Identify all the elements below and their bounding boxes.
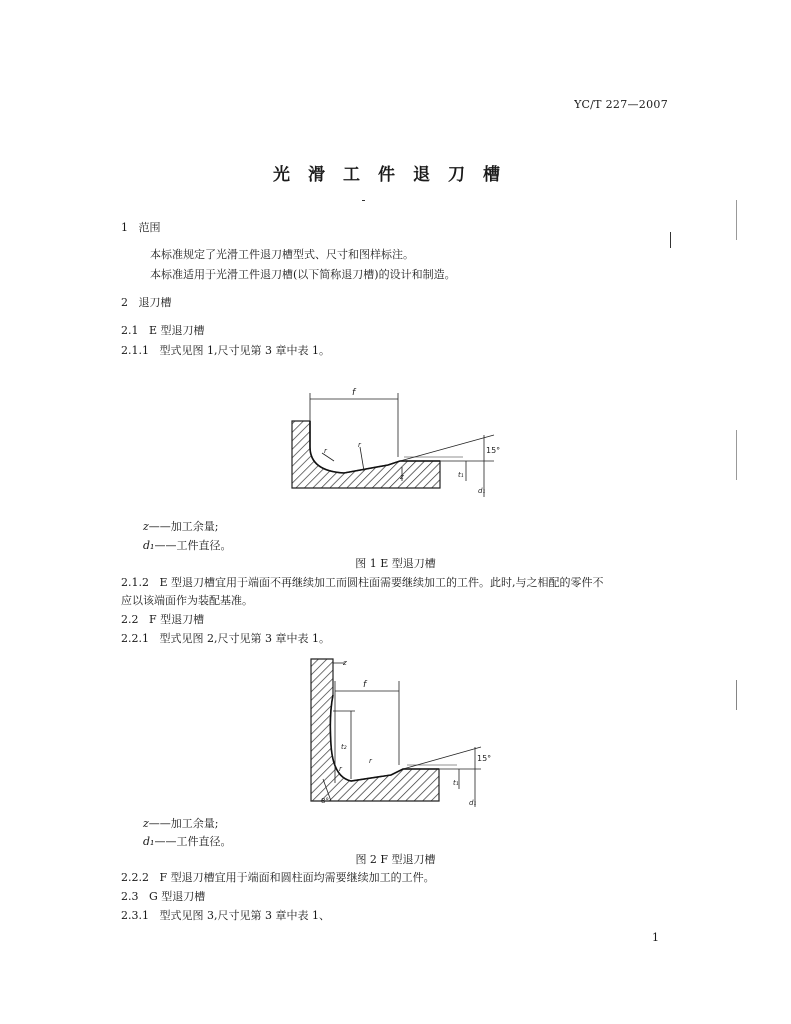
label-r: r bbox=[324, 447, 327, 455]
label-z: z bbox=[343, 659, 347, 667]
label-f: f bbox=[363, 680, 367, 690]
legend-text: ——加工余量; bbox=[148, 520, 219, 533]
legend-text: ——工件直径。 bbox=[154, 539, 232, 552]
section-title: 范围 bbox=[138, 221, 161, 234]
figure-2-legend-2 bbox=[143, 833, 231, 849]
section-number: 2.2 bbox=[121, 613, 139, 626]
label-angle: 15° bbox=[486, 446, 501, 455]
clause-2-3-1 bbox=[121, 907, 330, 923]
legend-symbol: z bbox=[143, 817, 149, 830]
legend-text: ——加工余量; bbox=[148, 817, 219, 830]
label-r: r bbox=[339, 765, 342, 773]
section-number: 1 bbox=[121, 221, 128, 234]
clause-number: 2.3.1 bbox=[121, 909, 149, 922]
label-t2: t₂ bbox=[341, 743, 347, 751]
section-title: F 型退刀槽 bbox=[149, 613, 205, 626]
label-angle: 15° bbox=[477, 754, 492, 763]
label-r1: r bbox=[358, 441, 361, 449]
label-f: f bbox=[352, 388, 356, 398]
label-t1: t₁ bbox=[458, 471, 464, 479]
legend-symbol: d₁ bbox=[143, 835, 155, 848]
clause-2-2-1 bbox=[121, 630, 330, 646]
paragraph: 本标准规定了光滑工件退刀槽型式、尺寸和图样标注。 bbox=[150, 248, 414, 261]
clause-2-1-2 bbox=[121, 574, 604, 590]
figure-2-caption: 图 2 F 型退刀槽 bbox=[355, 853, 436, 866]
clause-text: F 型退刀槽宜用于端面和圆柱面均需要继续加工的工件。 bbox=[159, 871, 435, 884]
clause-text: E 型退刀槽宜用于端面不再继续加工而圆柱面需要继续加工的工件。此时,与之相配的零件不 bbox=[159, 576, 604, 589]
label-d1: d₁ bbox=[478, 487, 486, 495]
standard-number: YC/T 227—2007 bbox=[574, 98, 668, 111]
clause-text: 型式见图 3,尺寸见第 3 章中表 1、 bbox=[159, 909, 330, 922]
figure-2-legend-1 bbox=[143, 815, 219, 831]
section-2-heading bbox=[121, 294, 172, 310]
section-title: 退刀槽 bbox=[138, 296, 172, 309]
figure-2-drawing bbox=[305, 655, 495, 810]
scan-mark bbox=[736, 200, 737, 240]
section-title: E 型退刀槽 bbox=[149, 324, 205, 337]
label-r1: r bbox=[369, 757, 372, 765]
label-z: z bbox=[400, 473, 404, 481]
clause-number: 2.2.1 bbox=[121, 632, 149, 645]
section-number: 2 bbox=[121, 296, 128, 309]
figure-1-legend-1 bbox=[143, 518, 219, 534]
legend-text: ——工件直径。 bbox=[154, 835, 232, 848]
figure-1-legend-2 bbox=[143, 537, 231, 553]
clause-number: 2.2.2 bbox=[121, 871, 149, 884]
label-angle-8: 8° bbox=[321, 797, 329, 805]
clause-number: 2.1.2 bbox=[121, 576, 149, 589]
page-number: 1 bbox=[652, 931, 659, 944]
legend-symbol: d₁ bbox=[143, 539, 155, 552]
figure-1-drawing bbox=[288, 385, 508, 497]
label-d1: d₁ bbox=[469, 799, 477, 807]
clause-text: 型式见图 2,尺寸见第 3 章中表 1。 bbox=[159, 632, 330, 645]
figure-1-caption: 图 1 E 型退刀槽 bbox=[355, 557, 436, 570]
clause-number: 2.1.1 bbox=[121, 344, 149, 357]
legend-symbol: z bbox=[143, 520, 149, 533]
clause-2-2-2 bbox=[121, 869, 435, 885]
section-2-1-heading bbox=[121, 322, 205, 338]
paragraph: 本标准适用于光滑工件退刀槽(以下简称退刀槽)的设计和制造。 bbox=[150, 268, 456, 281]
label-t1: t₁ bbox=[453, 779, 459, 787]
clause-2-1-1 bbox=[121, 342, 330, 358]
clause-2-1-2-cont: 应以该端面作为装配基准。 bbox=[121, 594, 253, 607]
section-2-2-heading bbox=[121, 611, 204, 627]
scan-mark bbox=[362, 200, 365, 201]
section-2-3-heading bbox=[121, 888, 205, 904]
scan-mark bbox=[670, 232, 671, 248]
section-1-heading bbox=[121, 219, 161, 235]
clause-text: 型式见图 1,尺寸见第 3 章中表 1。 bbox=[159, 344, 330, 357]
scan-mark bbox=[736, 430, 737, 480]
section-number: 2.3 bbox=[121, 890, 139, 903]
section-number: 2.1 bbox=[121, 324, 139, 337]
scan-mark bbox=[736, 680, 737, 710]
page-title: 光滑工件退刀槽 bbox=[273, 165, 518, 185]
section-title: G 型退刀槽 bbox=[149, 890, 206, 903]
